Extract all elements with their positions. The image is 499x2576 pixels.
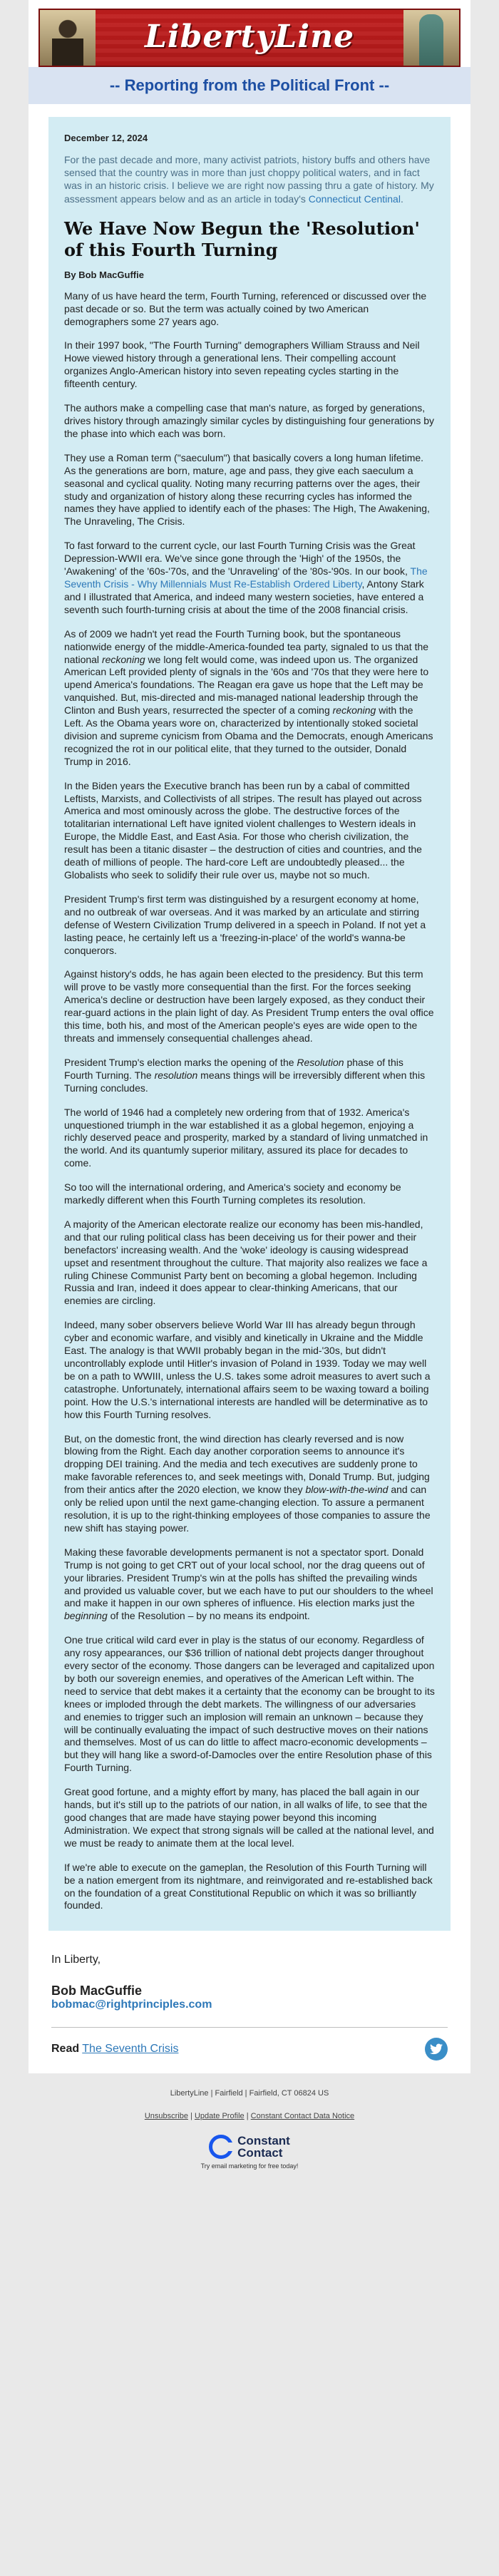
cc-line1: Constant [237,2134,290,2148]
author-name: Bob MacGuffie [51,1984,143,1998]
paragraph: The world of 1946 had a completely new ordering from that of 1932. America's unquestioned triumph in the war established it as a global hegemon, enjoying a richly deserved peace and prosperity, marked by a standard of living unmatched in the world. And its quantumly superior military, assured its place for decades to come. [64,1106,428,1169]
cc-line2: Contact [237,2146,283,2160]
signature-block [29,1946,470,2027]
footer-links [0,2112,499,2120]
paragraph: The authors make a compelling case that man's nature, as forged by generations, drives history through amazingly similar cycles by distinguishing four generations by the phase into which each was born. [64,402,435,439]
read-text [51,2043,178,2056]
constant-contact-logo[interactable] [209,2135,290,2159]
banner-left-panel [40,10,96,66]
text: with the Left. As the Obama years wore on, characterized by intentionally stoked societal division and supreme cynicism from Obama and the Democrats, enough Americans recognized the rot in our political elite, that they turned to the outsider, Donald Trump in 2016. [64,704,433,767]
text: As of 2009 we hadn't yet read the Fourth Turning book, but the spontaneous nationwide energy of the middle-America-founded tea party, signaled to us that the national [64,627,429,665]
seventh-crisis-read-link[interactable]: The Seventh Crisis [82,2043,179,2056]
paragraph: Great good fortune, and a mighty effort by many, has placed the ball again in our hands, but it's still up to the patriots of our nation, in all walks of life, to see that the good changes that are made have staying power beyond this incoming Administration. We expect that strong signals will be called at the national level, and we must be ready to animate them at the local level. [64,1786,434,1849]
banner-image [38,9,461,67]
header-banner [29,0,470,67]
twitter-button[interactable] [425,2038,448,2061]
statue-of-liberty-icon [419,14,443,66]
emphasis: blow-with-the-wind [305,1484,389,1496]
paragraph: Indeed, many sober observers believe World War III has already begun through cyber and economic warfare, and visibly and kinetically in Ukraine and the Middle East. The analogy is that WWII probably began in the mid-'30s, but didn't uncontrollably explode until Hitler's invasion of Poland in 1939. Today we may well be on a path to WWIII, unless the U.S. takes some adroit measures to avert such a catastrophe. Unfortunately, international affairs seem to be waxing toward a boiling point. How the U.S.'s international interests are handled will be determinative as to how this Fourth Turning resolves. [64,1319,431,1420]
footer [0,2073,499,2181]
paragraph: In the Biden years the Executive branch has been run by a cabal of committed Leftists, Marxists, and Collectivists of all stripes. The result has played out across America and most ominously across the globe. The destructive forces of the totalitarian international Left have ignited violent challenges to Western ideals in Europe, the Middle East, and East Asia. For those who cherish civilization, the result has been a titanic disaster – the destruction of cities and countries, and the death of millions of people. The hard-core Left are undoubtedly pleased... the Globalists who seek to solidify their rule over us, maybe not so much. [64,779,422,881]
text: means things will be irreversibly different when this Turning concludes. [64,1069,426,1094]
closing-text: In Liberty, [51,1954,101,1966]
paragraph: President Trump's first term was distinguished by a resurgent economy at home, and no outbreak of war overseas. And it was marked by an articulate and stirring defense of Western Civilization Trump delivered in a speech in Poland. If not yet a lasting peace, he certainly left us a 'freezing-in-place' of the world's wanna-be conquerors. [64,893,426,956]
text: we long felt would come, was indeed upon us. The organized American Left provided plenty of signals in the '60s and '70s that they were here to upend America's foundations. The Reagan era gave us hope that the Left may be vanquished. But, mis-directed and mis-managed national leadership through the Clinton and Bush years, resurrected the specter of a coming [64,653,429,717]
twitter-icon [430,2043,443,2055]
paragraph [64,1433,435,1535]
emphasis: reckoning [332,704,376,717]
paragraph: They use a Roman term ("saeculum") that basically covers a long human lifetime. As the generations are born, mature, age and pass, they give each saeculum a seasonal and cyclical quality. Noting many recurring patterns over the ages, their study and organization of history along these recurring cycles has informed the names they have applied to identify each of the phases: The High, The Awakening, The Unraveling, The Crisis. [64,451,430,528]
intro-end: . [400,193,403,205]
paragraph [64,628,435,769]
data-notice-link[interactable]: Constant Contact Data Notice [250,2112,355,2121]
unsubscribe-link[interactable]: Unsubscribe [144,2112,188,2121]
constant-contact-icon [209,2135,233,2159]
text: of the Resolution – by no means its endpoint. [107,1610,310,1622]
paragraph: A majority of the American electorate realize our economy has been mis-handled, and that our ruling political class has been deceiving us for their power and their benefactors' increasing wealth. And the 'woke' ideology is causing widespread upset and resentment throughout the culture. That majority also realizes we face a ruling Chinese Communist Party bent on becoming a global hegemon. Including Russia and Iran, indeed it does appear to clear-thinking Americans, that our enemies are circling. [64,1218,428,1307]
text: Making these favorable developments permanent is not a spectator sport. Donald Trump is not going to get CRT out of your local school, nor the drag queens out of your libraries. President Trump's win at the polls has shifted the prevailing winds and provided us valuable cover, but we each have to put our shoulders to the wheel and make it happen in our own spheres of influence. His election marks just the [64,1546,433,1609]
brand-logo: LibertyLine [144,19,355,55]
article-wrapper [29,104,470,1946]
text: , Antony Stark and I illustrated that America, and indeed many western societies, have entered a seventh such fourth-turning crisis at about the time of the 2008 financial crisis. [64,578,424,615]
paragraph: In their 1997 book, "The Fourth Turning" demographers William Strauss and Neil Howe viewed history through a generational lens. Their compelling account organizes Anglo-American history into seven repeating cycles starting in the fifteenth century. [64,339,420,390]
emphasis: reckoning [101,653,145,665]
intro-paragraph [64,153,435,205]
paragraph: Against history's odds, he has again been elected to the presidency. But this term will prove to be vastly more consequential than the first. For the forces seeking America's decline or destruction have been largely exposed, as they conduct their rear-guard actions in the plain light of day. As President Trump enters the oval office this time, both his, and most of the American people's eyes are wide open to the threats and immensely consequential challenges ahead. [64,968,434,1044]
paragraph: Many of us have heard the term, Fourth Turning, referenced or discussed over the past decade or so. But the term was actually coined by two American demographers some 27 years ago. [64,289,427,327]
paragraph: If we're able to execute on the gameplan, the Resolution of this Fourth Turning will be a nation emergent from its nightmare, and reinvigorated and re-established back on the foundation of a great Constitutional Republic on which it was so brilliantly founded. [64,1861,433,1912]
text: phase of this Fourth Turning. The [64,1056,403,1081]
centinal-link[interactable]: Connecticut Centinal [308,193,401,205]
paragraph [64,1546,435,1623]
text: But, on the domestic front, the wind direction has clearly reversed and is now blowing from the Right. Each day another corporation seems to announce it's dropping DEI training. And the media and tech executives are suddenly prone to make favorable references to, and seek meetings with, Donald Trump. But, judging from their antics after the 2020 election, we know they [64,1432,430,1496]
text: and can only be relied upon until the next game-changing election. To assure a permanent resolution, it is up to the right-thinking employees of those companies to assure the new shift has staying power. [64,1484,431,1534]
update-profile-link[interactable]: Update Profile [194,2112,245,2121]
intro-text: For the past decade and more, many activist patriots, history buffs and others have sensed that the country was in more than just choppy political waters, and in fact was in an historic crisis. I believe we are right now passing thru a gate of history. My assessment appears below and as an article in today's [64,154,434,205]
constant-contact-wordmark [237,2135,290,2159]
banner-right-panel [403,10,459,66]
text: President Trump's election marks the opening of the [64,1056,297,1068]
cc-tagline: Try email marketing for free today! [200,2162,299,2170]
founder-figure-icon [52,19,83,66]
paragraph: So too will the international ordering, and America's society and economy be markedly different when this Fourth Turning completes its resolution. [64,1181,401,1206]
paragraph [64,1057,435,1095]
byline: By Bob MacGuffie [64,269,144,280]
separator: | [187,2112,195,2121]
article-title: We Have Now Begun the 'Resolution' of this Fourth Turning [64,217,420,260]
read-row [29,2028,470,2073]
article-date: December 12, 2024 [64,133,148,143]
separator: | [244,2112,251,2121]
emphasis: Resolution [297,1056,344,1068]
article-body [48,117,451,1931]
emphasis: beginning [64,1610,108,1622]
emphasis: resolution [154,1069,198,1081]
email-container [29,0,470,2073]
seventh-crisis-book-link[interactable]: The Seventh Crisis - Why Millennials Must Re-Establish Ordered Liberty [64,565,428,590]
footer-address: LibertyLine | Fairfield | Fairfield, CT 06824 US [170,2089,329,2098]
paragraph: One true critical wild card ever in play is the status of our economy. Regardless of any rosy appearances, our $36 trillion of national debt projects danger throughout every sector of the economy. Those dangers can be leveraged and capitalized upon by both our sovereign enemies, and operatives of the American Left within. The need to service that debt makes it a certainty that the economy can be brought to its knees or imploded through the debt markets. The willingness of our adversaries and enemies to trigger such an implosion will remain an unknown – because they will be continually evaluating the impact of such destructive moves on their nations and themselves. Most of us can do little to affect macro-economic developments – but they will hang like a sword-of-Damocles over the entire Resolution phase of this Fourth Turning. [64,1634,435,1774]
section-subhead: -- Reporting from the Political Front -- [29,67,470,104]
author-email-link[interactable]: bobmac@rightprinciples.com [51,1998,212,2011]
paragraph [64,540,435,616]
read-label: Read [51,2043,80,2056]
text: To fast forward to the current cycle, our last Fourth Turning Crisis was the Great Depression-WWII era. We've since gone through the 'High' of the 1950s, the 'Awakening' of the '60s-'70s, and the 'Unraveling' of the '80s-'90s. In our book, [64,540,416,578]
